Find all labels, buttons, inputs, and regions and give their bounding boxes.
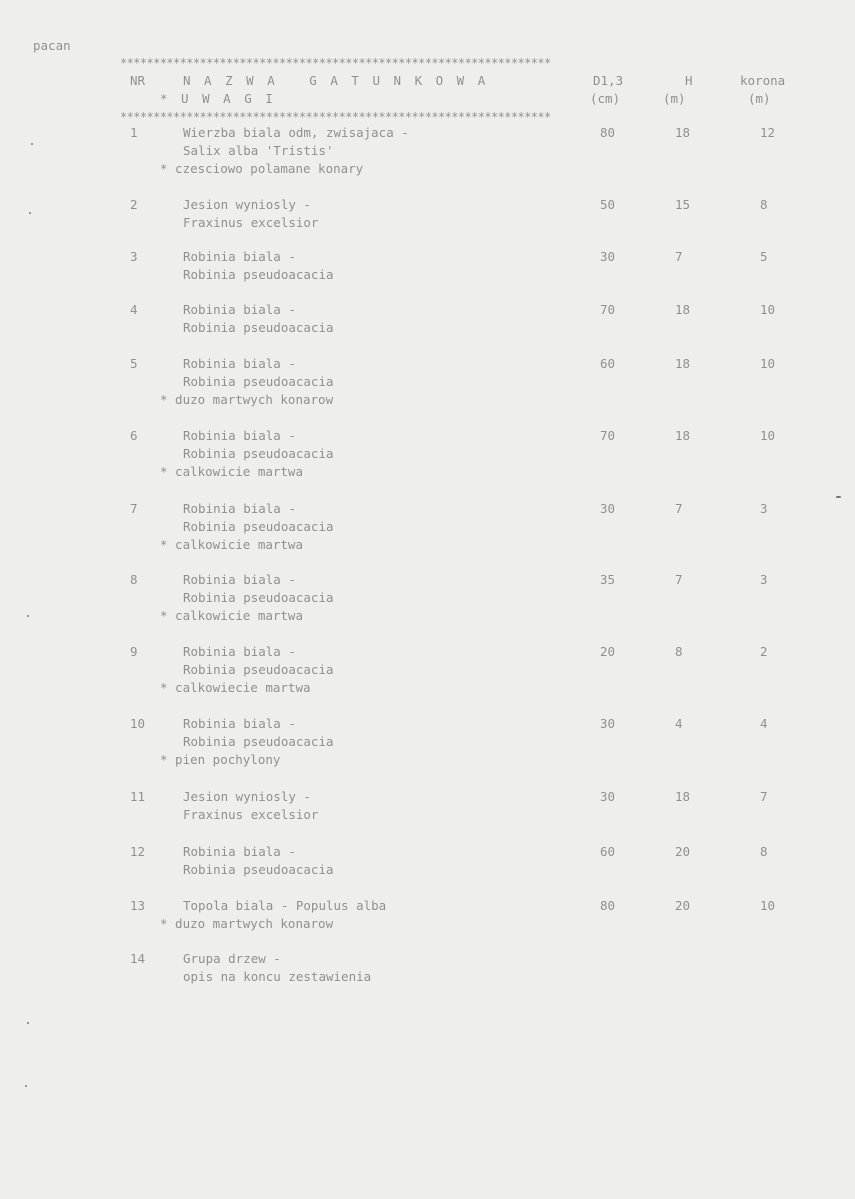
crown-m: 8 <box>760 844 768 859</box>
crown-m: 4 <box>760 716 768 731</box>
height-m: 8 <box>675 644 683 659</box>
species-name-line: Fraxinus excelsior <box>183 807 319 822</box>
table-row <box>0 897 855 957</box>
crown-m: 10 <box>760 428 776 443</box>
diameter-cm: 50 <box>600 197 616 212</box>
height-m: 20 <box>675 844 691 859</box>
species-name-line: Robinia biala - <box>183 428 296 443</box>
scan-speck <box>27 1022 29 1024</box>
species-name-line: Robinia biala - <box>183 572 296 587</box>
height-m: 20 <box>675 898 691 913</box>
table-row <box>0 500 855 560</box>
species-name-line: Robinia biala - <box>183 302 296 317</box>
row-number: 4 <box>130 302 138 317</box>
height-m: 18 <box>675 125 691 140</box>
scan-speck <box>31 143 33 145</box>
table-row <box>0 788 855 848</box>
table-row <box>0 843 855 903</box>
crown-m: 5 <box>760 249 768 264</box>
species-name-line: opis na koncu zestawienia <box>183 969 372 984</box>
row-note: * calkowicie martwa <box>160 464 303 479</box>
height-m: 18 <box>675 428 691 443</box>
diameter-cm: 80 <box>600 125 616 140</box>
diameter-cm: 20 <box>600 644 616 659</box>
diameter-cm: 30 <box>600 249 616 264</box>
height-m: 7 <box>675 249 683 264</box>
height-m: 18 <box>675 302 691 317</box>
header-notes: * U W A G I <box>160 91 276 106</box>
species-name-line: Robinia biala - <box>183 356 296 371</box>
row-note: * czesciowo polamane konary <box>160 161 364 176</box>
species-name-line: Robinia biala - <box>183 716 296 731</box>
row-note: * calkowicie martwa <box>160 537 303 552</box>
row-note: * calkowicie martwa <box>160 608 303 623</box>
table-row <box>0 248 855 308</box>
row-number: 8 <box>130 572 138 587</box>
crown-m: 3 <box>760 572 768 587</box>
row-number: 14 <box>130 951 146 966</box>
row-note: * duzo martwych konarow <box>160 916 334 931</box>
table-row <box>0 301 855 361</box>
species-name-line: Jesion wyniosly - <box>183 789 311 804</box>
row-number: 6 <box>130 428 138 443</box>
header-name: N A Z W A G A T U N K O W A <box>183 73 489 88</box>
scan-speck <box>836 496 841 498</box>
species-name-line: Robinia pseudoacacia <box>183 590 334 605</box>
row-number: 12 <box>130 844 146 859</box>
diameter-cm: 80 <box>600 898 616 913</box>
height-m: 4 <box>675 716 683 731</box>
row-number: 13 <box>130 898 146 913</box>
table-row <box>0 571 855 631</box>
header-h-unit: (m) <box>663 91 686 106</box>
table-row <box>0 124 855 184</box>
row-number: 1 <box>130 125 138 140</box>
species-name-line: Fraxinus excelsior <box>183 215 319 230</box>
height-m: 18 <box>675 789 691 804</box>
row-number: 7 <box>130 501 138 516</box>
header-k-label: korona <box>740 73 786 88</box>
row-note: * calkowiecie martwa <box>160 680 311 695</box>
species-name-line: Grupa drzew - <box>183 951 281 966</box>
species-name-line: Robinia biala - <box>183 501 296 516</box>
species-name-line: Robinia pseudoacacia <box>183 320 334 335</box>
header-d-label: D1,3 <box>593 73 624 88</box>
corner-label: pacan <box>33 38 71 53</box>
table-row <box>0 355 855 415</box>
crown-m: 12 <box>760 125 776 140</box>
species-name-line: Salix alba 'Tristis' <box>183 143 334 158</box>
table-row <box>0 950 855 1010</box>
row-number: 3 <box>130 249 138 264</box>
diameter-cm: 35 <box>600 572 616 587</box>
species-name-line: Robinia biala - <box>183 844 296 859</box>
diameter-cm: 30 <box>600 789 616 804</box>
crown-m: 10 <box>760 302 776 317</box>
species-name-line: Robinia pseudoacacia <box>183 374 334 389</box>
height-m: 15 <box>675 197 691 212</box>
height-m: 7 <box>675 572 683 587</box>
diameter-cm: 60 <box>600 356 616 371</box>
species-name-line: Robinia biala - <box>183 644 296 659</box>
row-number: 10 <box>130 716 146 731</box>
row-number: 2 <box>130 197 138 212</box>
diameter-cm: 30 <box>600 501 616 516</box>
crown-m: 8 <box>760 197 768 212</box>
separator-top: ***************************************************************** <box>120 56 551 70</box>
crown-m: 2 <box>760 644 768 659</box>
separator-bottom: ***************************************************************** <box>120 110 551 124</box>
diameter-cm: 70 <box>600 428 616 443</box>
crown-m: 7 <box>760 789 768 804</box>
scan-speck <box>27 615 29 617</box>
height-m: 7 <box>675 501 683 516</box>
crown-m: 3 <box>760 501 768 516</box>
species-name-line: Robinia pseudoacacia <box>183 862 334 877</box>
row-number: 11 <box>130 789 146 804</box>
header-nr: NR <box>130 73 146 88</box>
table-row <box>0 643 855 703</box>
crown-m: 10 <box>760 898 776 913</box>
row-note: * pien pochylony <box>160 752 281 767</box>
header-d-unit: (cm) <box>590 91 621 106</box>
diameter-cm: 60 <box>600 844 616 859</box>
species-name-line: Robinia biala - <box>183 249 296 264</box>
header-h-label: H <box>685 73 693 88</box>
diameter-cm: 30 <box>600 716 616 731</box>
table-row <box>0 715 855 775</box>
row-number: 5 <box>130 356 138 371</box>
height-m: 18 <box>675 356 691 371</box>
species-name-line: Wierzba biala odm, zwisajaca - <box>183 125 409 140</box>
row-note: * duzo martwych konarow <box>160 392 334 407</box>
crown-m: 10 <box>760 356 776 371</box>
species-name-line: Jesion wyniosly - <box>183 197 311 212</box>
species-name-line: Robinia pseudoacacia <box>183 267 334 282</box>
species-name-line: Topola biala - Populus alba <box>183 898 387 913</box>
row-number: 9 <box>130 644 138 659</box>
species-name-line: Robinia pseudoacacia <box>183 662 334 677</box>
scan-speck <box>25 1085 27 1087</box>
species-name-line: Robinia pseudoacacia <box>183 734 334 749</box>
species-name-line: Robinia pseudoacacia <box>183 519 334 534</box>
scan-speck <box>29 212 31 214</box>
table-row <box>0 427 855 487</box>
header-k-unit: (m) <box>748 91 771 106</box>
table-row <box>0 196 855 256</box>
diameter-cm: 70 <box>600 302 616 317</box>
species-name-line: Robinia pseudoacacia <box>183 446 334 461</box>
